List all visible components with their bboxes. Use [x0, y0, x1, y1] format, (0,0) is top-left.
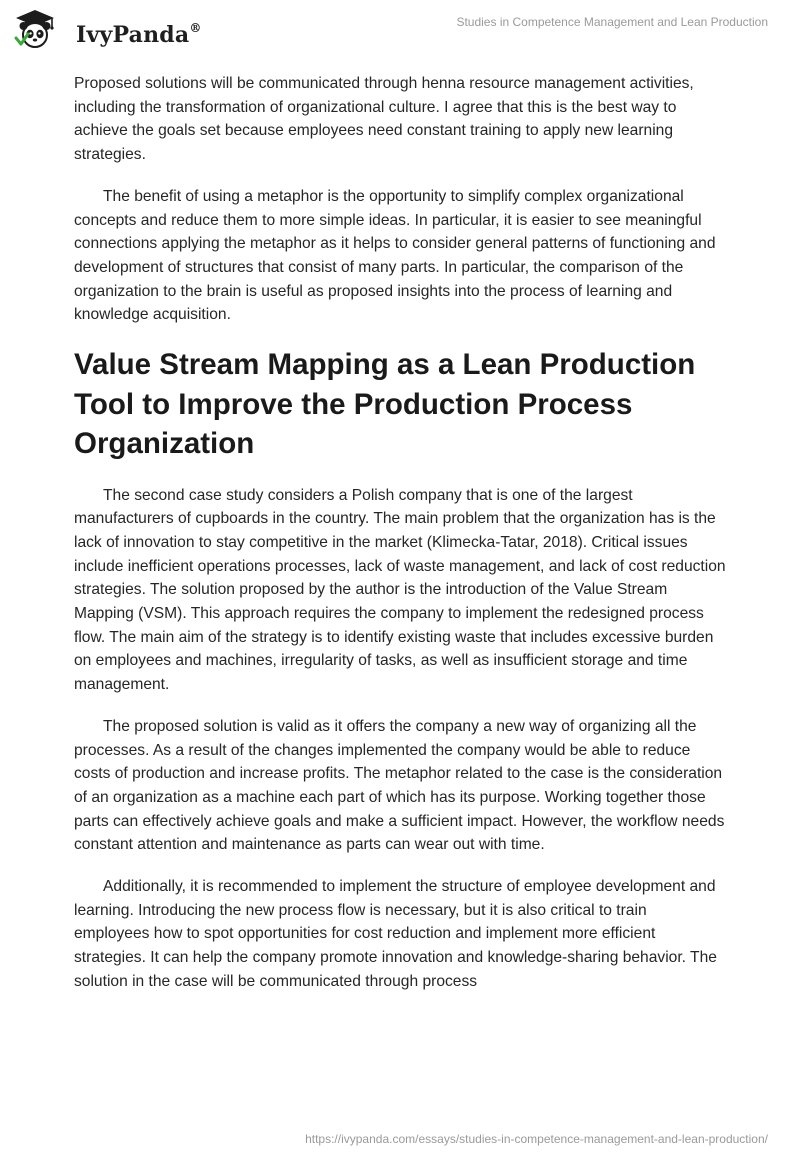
paragraph-3: The second case study considers a Polish company that is one of the largest manufacturers of cupboards in the country. The main problem that the organization has is the lack of innovation to stay competitive in the market (Klimecka-Tatar, 2018). Critical issues include inefficient operations processes, lack of waste management, and lack of cost reduction strategies. The solution proposed by the author is the introduction of the Value Stream Mapping (VSM). This approach requires the company to implement the redesigned process flow. The main aim of the strategy is to identify existing waste that includes excessive burden on employees and machines, irregularity of tasks, as well as insufficient storage and time management.: [74, 486, 726, 694]
paragraph-4: The proposed solution is valid as it offers the company a new way of organizing all the processes. As a result of the changes implemented the company would be able to reduce costs of production and increase profits. The metaphor related to the case is the consideration of an organization as a machine each part of which has its purpose. Working together those parts can effectively achieve goals and make a sufficient impact. However, the workflow needs constant attention and maintenance as parts can wear out with time.: [74, 717, 725, 854]
paragraph-2: The benefit of using a metaphor is the opportunity to simplify complex organizational concepts and reduce them to more simple ideas. In particular, it is easier to see meaningful connections applying the metaphor as it helps to consider general patterns of functioning and development of structures that consist of many parts. In particular, the comparison of the organization to the brain is useful as proposed insights into the process of learning and knowledge acquisition.: [74, 187, 716, 324]
paragraph-5: Additionally, it is recommended to implement the structure of employee development and learning. Introducing the new process flow is necessary, but it is also critical to train employees how to spot opportunities for cost reduction and implement more efficient strategies. It can help the company promote innovation and knowledge-sharing behavior. The solution in the case will be communicated through process: [74, 878, 717, 990]
ivypanda-logo-icon[interactable]: [14, 8, 56, 50]
paragraph-1: Proposed solutions will be communicated through henna resource management activities, including the transformation of organizational culture. I agree that this is the best way to achieve the goals set because employees need constant training to apply new learning strategies.: [74, 75, 694, 164]
brand-text: IvyPanda: [76, 22, 190, 48]
section-heading: Value Stream Mapping as a Lean Production Tool to Improve the Production Process Organization: [74, 348, 696, 461]
brand-name[interactable]: [76, 22, 202, 48]
footer-source-url[interactable]: https://ivypanda.com/essays/studies-in-competence-management-and-lean-production/: [305, 1132, 768, 1146]
page-header: [0, 0, 800, 56]
essay-content: [74, 72, 726, 1012]
registered-mark: ®: [189, 20, 202, 35]
document-title: Studies in Competence Management and Lean Production: [456, 15, 768, 29]
